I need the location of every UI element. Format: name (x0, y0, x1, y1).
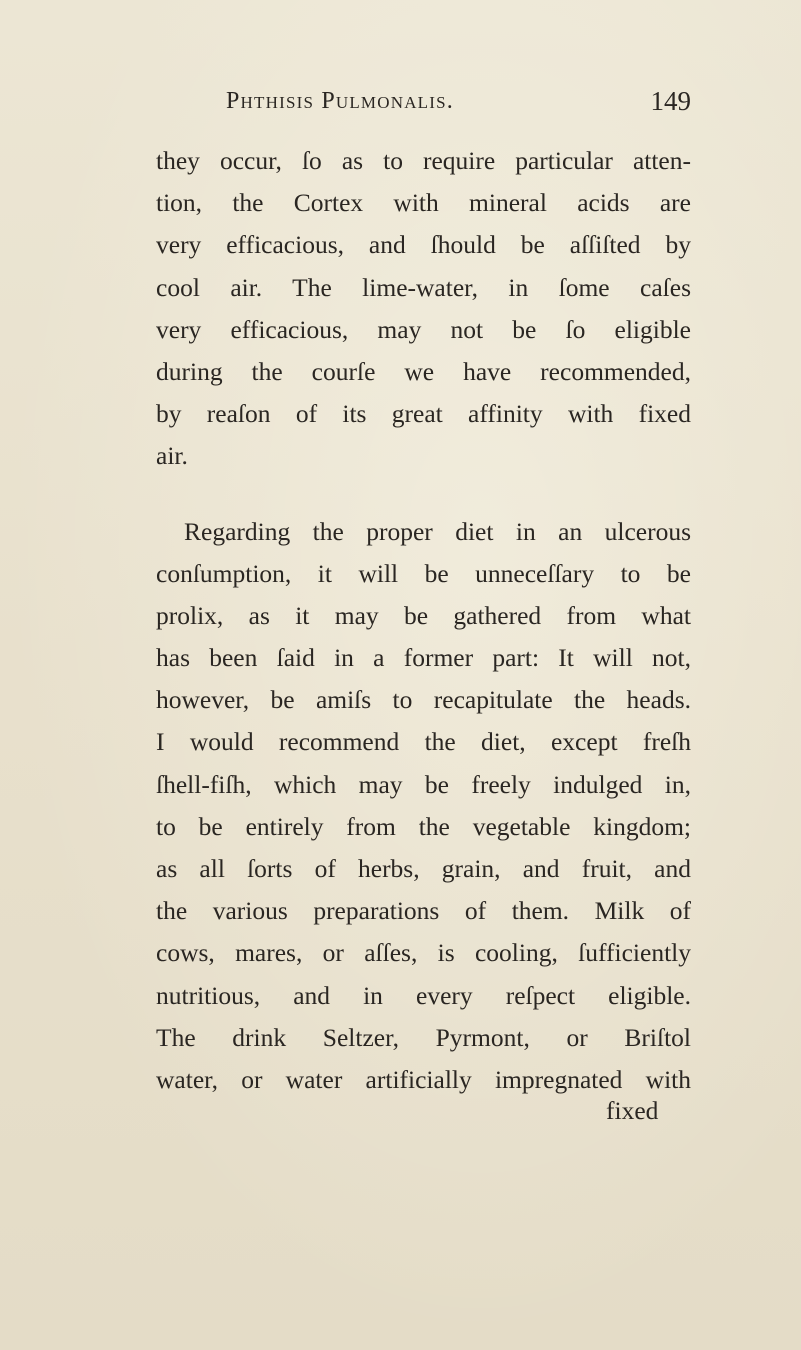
page-header (226, 88, 691, 128)
text-line: I would recommend the diet, except freſh (156, 727, 691, 757)
paragraph-2 (156, 511, 691, 1102)
text-line: conſumption, it will be unneceſſary to be (156, 558, 691, 588)
text-line: The drink Seltzer, Pyrmont, or Briſtol (156, 1022, 691, 1052)
text-line: water, or water artificially impregnated with (156, 1064, 691, 1094)
text-line: prolix, as it may be gathered from what (156, 600, 691, 630)
text-line: to be entirely from the vegetable kingdom; (156, 811, 691, 841)
page-number: 149 (650, 86, 691, 116)
text-line: cows, mares, or aſſes, is cooling, ſufficiently (156, 938, 691, 968)
text-line: cool air. The lime-water, in ſome caſes (156, 272, 691, 302)
text-line: by reaſon of its great affinity with fixed (156, 399, 691, 429)
catchword: fixed (606, 1096, 659, 1125)
text-line: however, be amiſs to recapitulate the heads. (156, 685, 691, 715)
text-line: they occur, ſo as to require particular atten- (156, 146, 691, 175)
text-line: tion, the Cortex with mineral acids are (156, 188, 691, 218)
paragraph-1 (156, 140, 691, 478)
running-title: Phthisis Pulmonalis. (226, 88, 454, 114)
text-line: very efficacious, may not be ſo eligible (156, 314, 691, 344)
body-text (156, 140, 691, 1101)
text-line: during the courſe we have recommended, (156, 356, 691, 386)
text-line: Regarding the proper diet in an ulcerous (184, 516, 691, 546)
text-line: has been ſaid in a former part: It will not, (156, 643, 691, 673)
text-line: the various preparations of them. Milk of (156, 896, 691, 926)
text-line: as all ſorts of herbs, grain, and fruit, and (156, 854, 691, 883)
text-line: nutritious, and in every reſpect eligible. (156, 980, 691, 1010)
text-line: ſhell-fiſh, which may be freely indulged in, (156, 769, 691, 799)
text-line: very efficacious, and ſhould be aſſiſted by (156, 230, 691, 260)
text-line: air. (156, 441, 188, 471)
paragraph-gap (156, 478, 691, 511)
